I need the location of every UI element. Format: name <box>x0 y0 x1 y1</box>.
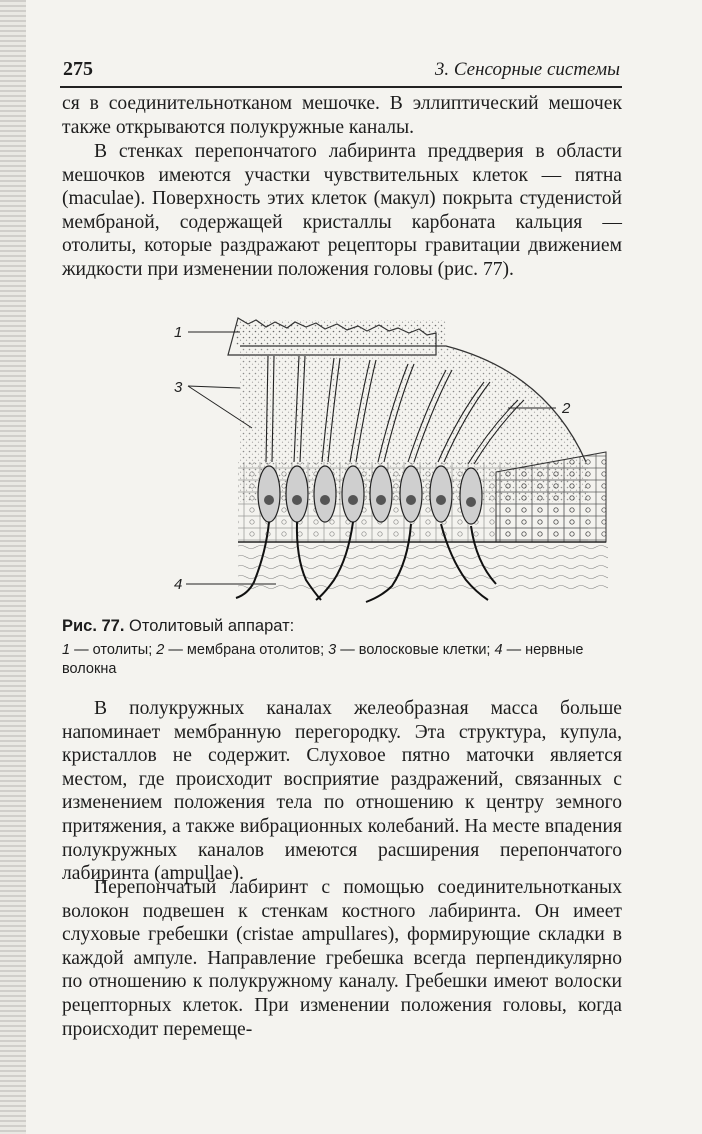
otolith-illustration <box>116 312 616 604</box>
figure-caption <box>62 615 622 679</box>
figure-otolith-apparatus <box>116 312 616 604</box>
caption-title <box>62 615 622 637</box>
legend-number: 2 <box>156 642 165 658</box>
page-header <box>60 54 622 88</box>
book-page <box>60 0 626 1134</box>
legend-number: 1 <box>62 642 71 658</box>
page-number: 275 <box>63 58 93 80</box>
caption-title-text: Отолитовый аппарат: <box>124 617 295 635</box>
legend-text: — нервные волокна <box>62 642 584 677</box>
running-title: 3. Сенсорные системы <box>434 59 620 80</box>
figure-label-4: 4 <box>174 576 183 593</box>
legend-number: 4 <box>494 642 503 658</box>
legend-text: — волосковые клетки; <box>336 642 495 658</box>
legend-text: — мембрана отолитов; <box>164 642 329 658</box>
figure-label-2: 2 <box>562 400 571 417</box>
figure-label-1: 1 <box>174 324 183 341</box>
paragraph-semicircular-canals: В полукружных каналах желеобразная масса больше напоминает мембранную перегородку. Эта структура, купула, кристаллов не содержит. Слуховое пятно маточки является местом, где происходит восприятие раздражений, связанных с изменением положения тела по отношению к центру земного притяжения, а также вибрационных колебаний. На месте впадения полукружных каналов имеются расширения перепончатого лабиринта (ampullae). <box>62 698 622 885</box>
figure-label-3: 3 <box>174 379 183 396</box>
paragraph-maculae: В стенках перепончатого лабиринта преддверия в области мешочков имеются участки чувствительных клеток — пятна (maculae). Поверхность этих клеток (макул) покрыта студенистой мембраной, содержащей кристаллы карбоната кальция — отолиты, которые раздражают рецепторы гравитации движением жидкости при изменении положения головы (рис. 77). <box>62 141 622 280</box>
caption-figure-number: Рис. 77. <box>62 617 125 635</box>
hair-cells <box>238 452 606 542</box>
paragraph-continuation: ся в соединительнотканом мешочке. В эллиптический мешочек также открываются полукружные каналы. <box>62 93 622 138</box>
legend-number: 3 <box>328 642 337 658</box>
legend-text: — отолиты; <box>70 642 157 658</box>
paragraph-membranous-labyrinth: Перепончатый лабиринт с помощью соединительнотканых волокон подвешен к стенкам костного лабиринта. Он имеет слуховые гребешки (cristae ampullares), формирующие складки в каждой ампуле. Направление гребешка всегда перпендикулярно по отношению к полукружному каналу. Гребешки имеют волоски рецепторных клеток. При изменении положения головы, когда происходит перемеще- <box>62 877 622 1040</box>
caption-legend <box>62 641 622 679</box>
book-binding-edge <box>0 0 26 1134</box>
